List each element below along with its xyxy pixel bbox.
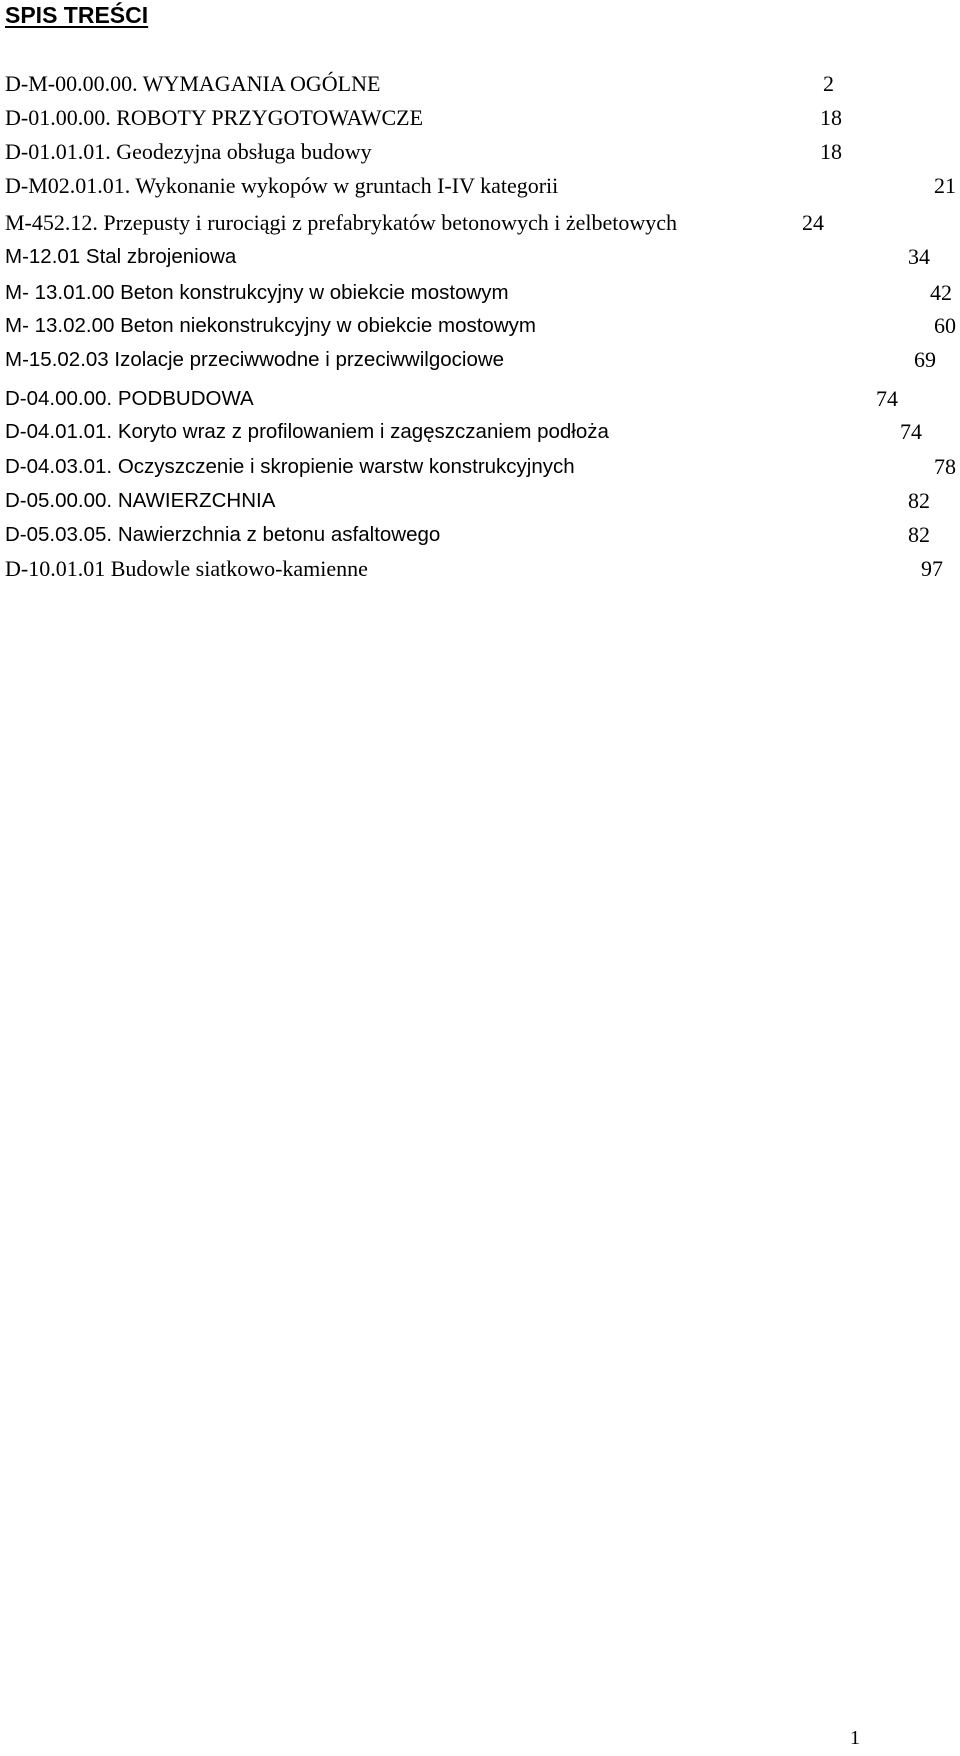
toc-entry-page: 82 [908, 522, 930, 547]
toc-entry-label: M- 13.01.00 Beton konstrukcyjny w obiekcie mostowym [5, 281, 509, 304]
toc-entry-label: M-15.02.03 Izolacje przeciwwodne i przeciwwilgociowe [5, 348, 505, 371]
toc-entry [0, 276, 960, 310]
toc-entry [0, 206, 960, 240]
page-number: 1 [850, 1727, 860, 1749]
toc-entry-page: 24 [802, 210, 824, 235]
toc-entry-page: 42 [930, 280, 952, 305]
toc-entry-page: 69 [914, 347, 936, 372]
toc-entry-page: 21 [934, 173, 956, 198]
toc-entry [0, 450, 960, 484]
toc-entry-label: D-04.03.01. Oczyszczenie i skropienie warstw konstrukcyjnych [5, 455, 575, 478]
toc-entry-label: D-10.01.01 Budowle siatkowo-kamienne [5, 556, 368, 581]
toc-entry-label: D-01.00.00. ROBOTY PRZYGOTOWAWCZE [5, 105, 424, 130]
toc-entry-page: 74 [876, 386, 898, 411]
toc-entry [0, 240, 960, 274]
page-title: SPIS TREŚCI [5, 2, 149, 28]
toc-entry-label: D-05.03.05. Nawierzchnia z betonu asfaltowego [5, 523, 441, 546]
toc-entry [0, 67, 960, 101]
toc-entry-page: 18 [820, 105, 842, 130]
toc-entry [0, 484, 960, 518]
toc-entry-page: 82 [908, 488, 930, 513]
toc-entry-label: M- 13.02.00 Beton niekonstrukcyjny w obiekcie mostowym [5, 314, 536, 337]
toc-entry-page: 74 [900, 419, 922, 444]
toc-entry [0, 518, 960, 552]
toc-entry-page: 60 [934, 313, 956, 338]
toc-entry-page: 34 [908, 244, 930, 269]
toc-entry [0, 552, 960, 586]
toc-entry-label: M-452.12. Przepusty i rurociągi z prefabrykatów betonowych i żelbetowych [5, 210, 678, 235]
toc-entry [0, 382, 960, 416]
toc-entry-label: D-04.00.00. PODBUDOWA [5, 387, 254, 410]
toc-entry-label: M-12.01 Stal zbrojeniowa [5, 245, 237, 268]
toc-entry [0, 135, 960, 169]
toc-entry-page: 97 [921, 556, 943, 581]
toc-entry-page: 2 [823, 71, 834, 96]
toc-entry-label: D-01.01.01. Geodezyjna obsługa budowy [5, 139, 372, 164]
toc-entry-label: D-05.00.00. NAWIERZCHNIA [5, 489, 276, 512]
toc-entry-page: 78 [934, 454, 956, 479]
toc-entry-label: D-04.01.01. Koryto wraz z profilowaniem i zagęszczaniem podłoża [5, 420, 609, 443]
toc-entry [0, 343, 960, 377]
toc-entry [0, 309, 960, 343]
toc-entry-label: D-M-00.00.00. WYMAGANIA OGÓLNE [5, 71, 381, 96]
toc-entry [0, 415, 960, 449]
toc-entry-page: 18 [820, 139, 842, 164]
toc-entry [0, 101, 960, 135]
toc-entry-label: D-M02.01.01. Wykonanie wykopów w gruntach I-IV kategorii [5, 173, 559, 198]
toc-entry [0, 169, 960, 203]
